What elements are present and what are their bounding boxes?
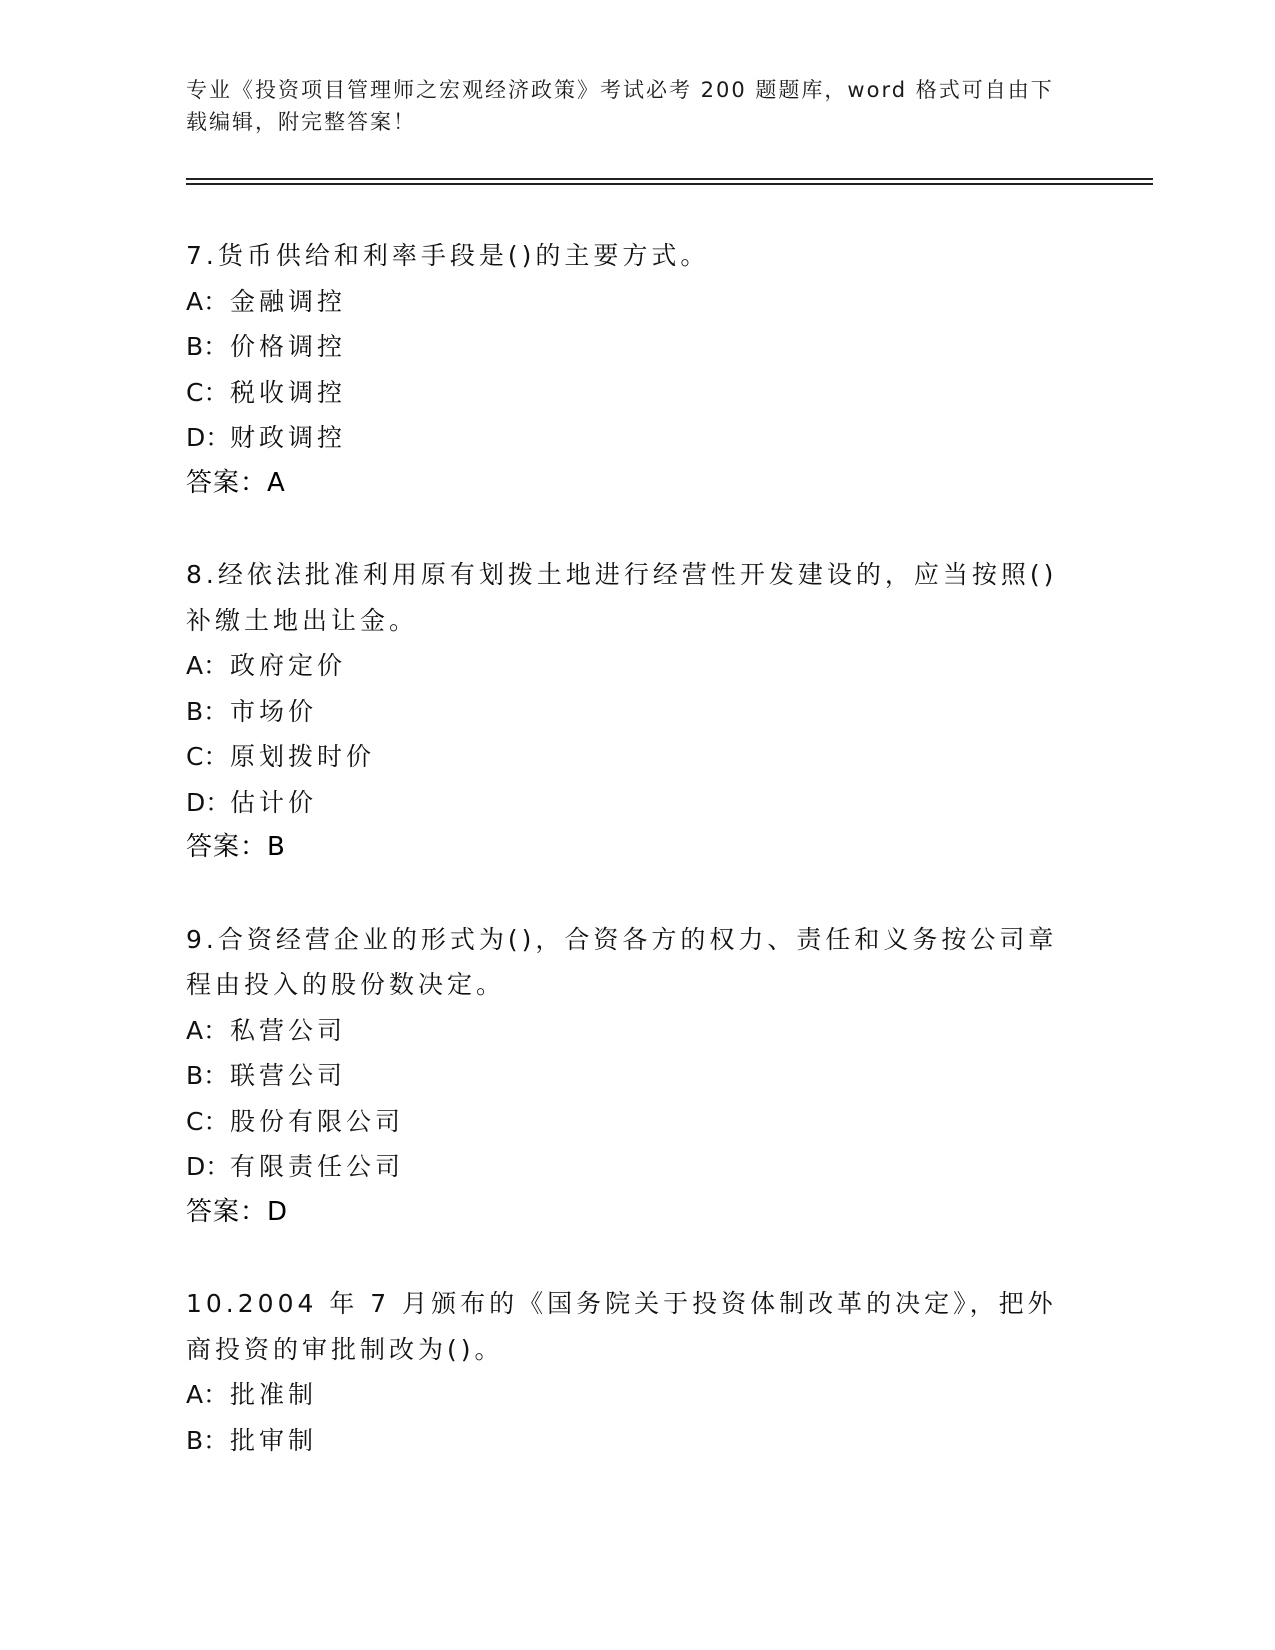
option-b (186, 1418, 1086, 1464)
option-text: 税收调控 (230, 377, 347, 407)
option-b (186, 324, 1086, 370)
option-letter: C： (186, 742, 229, 771)
option-a (186, 643, 1086, 689)
option-letter: C： (186, 377, 229, 407)
option-text: 股份有限公司 (230, 1106, 405, 1136)
document-header: 专业《投资项目管理师之宏观经济政策》考试必考 200 题题库，word 格式可自由下载编辑，附完整答案！ (186, 78, 1054, 134)
question-stem: 9.合资经营企业的形式为()，合资各方的权力、责任和义务按公司章程由投入的股份数决定。 (186, 924, 1058, 999)
option-letter: A： (186, 1380, 229, 1409)
option-b (186, 689, 1086, 735)
header-divider-bottom (186, 183, 1153, 185)
option-letter: B： (186, 1425, 229, 1455)
question-10 (186, 1281, 1086, 1463)
option-text: 批准制 (230, 1380, 318, 1409)
option-text: 估计价 (230, 787, 318, 817)
option-letter: B： (186, 696, 229, 726)
option-d (186, 1144, 1086, 1190)
option-text: 市场价 (230, 696, 318, 726)
option-a (186, 1372, 1086, 1418)
answer-line: 答案：D (186, 1196, 289, 1227)
option-text: 原划拨时价 (230, 742, 376, 771)
option-c (186, 1099, 1086, 1145)
option-text: 金融调控 (230, 286, 347, 316)
question-list (186, 233, 1086, 1509)
question-8 (186, 552, 1086, 871)
option-text: 批审制 (230, 1425, 318, 1455)
answer-line: 答案：A (186, 467, 286, 498)
question-stem: 10.2004 年 7 月颁布的《国务院关于投资体制改革的决定》，把外商投资的审批制改为()。 (186, 1289, 1057, 1364)
option-text: 私营公司 (230, 1015, 347, 1045)
option-letter: D： (186, 423, 231, 452)
option-letter: A： (186, 651, 229, 680)
option-c (186, 734, 1086, 780)
option-a (186, 1008, 1086, 1054)
option-letter: B： (186, 332, 229, 361)
option-letter: A： (186, 1015, 229, 1045)
option-text: 政府定价 (230, 651, 347, 680)
option-text: 价格调控 (230, 332, 347, 361)
question-stem: 8.经依法批准利用原有划拨土地进行经营性开发建设的，应当按照()补缴土地出让金。 (186, 560, 1058, 635)
question-7 (186, 233, 1086, 506)
option-text: 财政调控 (230, 423, 347, 452)
option-c (186, 370, 1086, 416)
option-d (186, 780, 1086, 826)
option-letter: A： (186, 286, 229, 316)
header-divider-top (186, 178, 1153, 180)
option-d (186, 415, 1086, 461)
option-text: 联营公司 (230, 1061, 347, 1090)
question-9 (186, 917, 1086, 1236)
option-letter: C： (186, 1106, 229, 1136)
option-letter: D： (186, 1152, 231, 1181)
option-text: 有限责任公司 (230, 1152, 405, 1181)
option-b (186, 1053, 1086, 1099)
answer-line: 答案：B (186, 832, 286, 862)
question-stem: 7.货币供给和利率手段是()的主要方式。 (186, 241, 710, 270)
option-letter: B： (186, 1061, 229, 1090)
option-a (186, 279, 1086, 325)
option-letter: D： (186, 787, 231, 817)
